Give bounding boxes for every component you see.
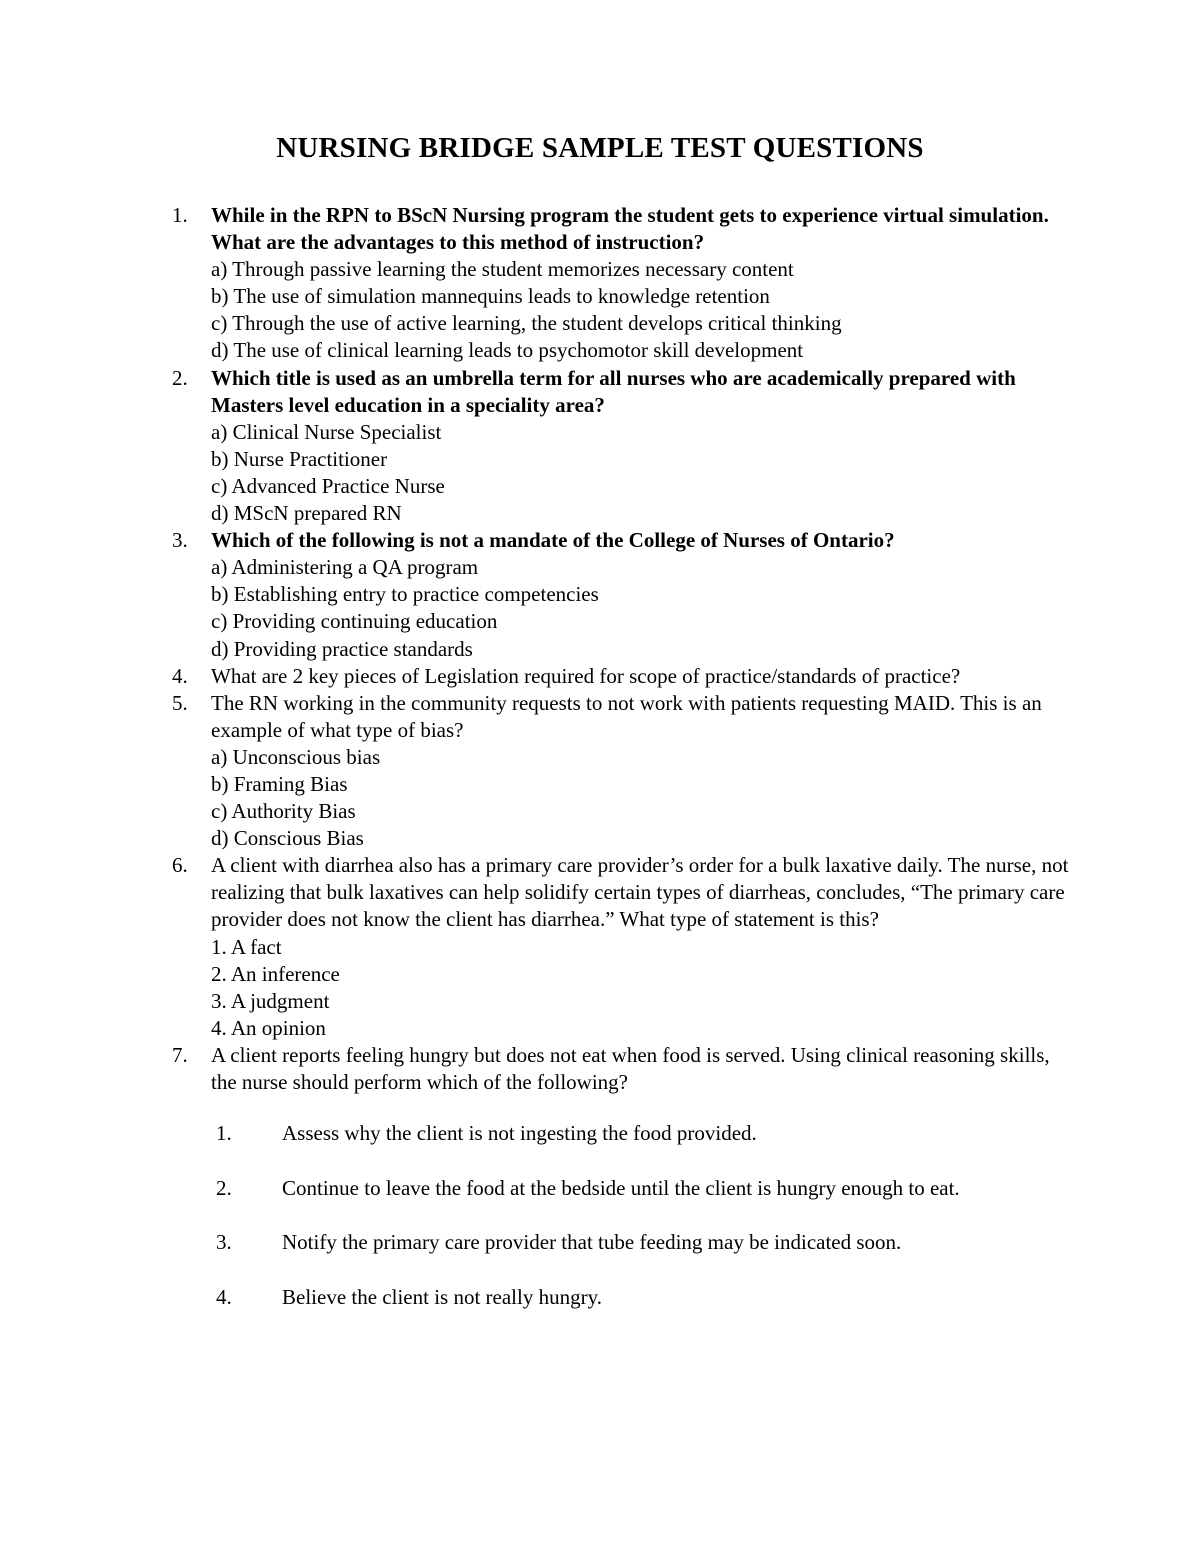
answer-option: c) Through the use of active learning, the student develops critical thinking — [211, 311, 842, 336]
answer-option: d) MScN prepared RN — [211, 501, 402, 526]
answer-option: d) Providing practice standards — [211, 636, 473, 661]
question-item — [0, 527, 1071, 662]
question-text: While in the RPN to BScN Nursing program the student gets to experience virtual simulation. What are the advantages to this method of instruction? — [211, 203, 1049, 255]
question-number: 3. — [172, 528, 188, 553]
answer-option: d) The use of clinical learning leads to psychomotor skill development — [211, 338, 804, 363]
sub-option — [211, 1229, 1071, 1284]
answer-option: c) Providing continuing education — [211, 609, 498, 634]
question-text: A client reports feeling hungry but does not eat when food is served. Using clinical reasoning skills, the nurse should perform which of the following? — [211, 1042, 1050, 1094]
answer-option: a) Unconscious bias — [211, 744, 381, 769]
answer-option: a) Clinical Nurse Specialist — [211, 419, 442, 444]
question-item — [0, 365, 1071, 528]
document-title: NURSING BRIDGE SAMPLE TEST QUESTIONS — [276, 132, 924, 164]
sub-option-text: Assess why the client is not ingesting the food provided. — [282, 1121, 757, 1146]
sub-option-number: 2. — [216, 1175, 232, 1200]
question-number: 6. — [172, 853, 188, 878]
question-number: 1. — [172, 203, 188, 227]
sub-option-number: 1. — [216, 1121, 232, 1146]
question-text: What are 2 key pieces of Legislation required for scope of practice/standards of practice? — [211, 663, 961, 688]
answer-option: 2. An inference — [211, 961, 340, 986]
answer-option: c) Authority Bias — [211, 799, 356, 824]
answer-option: b) Framing Bias — [211, 771, 348, 796]
question-number: 4. — [172, 663, 188, 688]
sub-option-text: Continue to leave the food at the bedside until the client is hungry enough to eat. — [282, 1175, 960, 1200]
answer-option: 1. A fact — [211, 934, 282, 959]
sub-option-number: 3. — [216, 1230, 232, 1255]
answer-option: c) Advanced Practice Nurse — [211, 473, 445, 498]
question-number: 5. — [172, 690, 188, 715]
sub-option — [211, 1120, 1071, 1175]
sub-option-text: Notify the primary care provider that tube feeding may be indicated soon. — [282, 1230, 902, 1255]
sub-option-text: Believe the client is not really hungry. — [282, 1284, 602, 1309]
question-item — [0, 690, 1071, 853]
question-item — [0, 202, 1071, 365]
question-text: The RN working in the community requests to not work with patients requesting MAID. This is an example of what type of bias? — [211, 690, 1042, 742]
question-list — [0, 202, 1200, 1338]
answer-option: b) Establishing entry to practice competencies — [211, 582, 599, 607]
answer-option: b) The use of simulation mannequins leads to knowledge retention — [211, 284, 770, 309]
question-item — [0, 663, 1071, 690]
answer-option: a) Administering a QA program — [211, 555, 479, 580]
question-item — [0, 1042, 1071, 1338]
answer-option: 4. An opinion — [211, 1015, 326, 1040]
answer-option: a) Through passive learning the student memorizes necessary content — [211, 257, 794, 282]
question-text: A client with diarrhea also has a primary care provider’s order for a bulk laxative daily. The nurse, not realizing that bulk laxatives can help solidify certain types of diarrheas, concludes, “The primary care provider does not know the client has diarrhea.” What type of statement is this? — [211, 853, 1069, 932]
sub-option-number: 4. — [216, 1284, 232, 1309]
sub-option-list — [211, 1120, 1071, 1338]
question-number: 7. — [172, 1042, 188, 1067]
answer-option: 3. A judgment — [211, 988, 330, 1013]
answer-option: b) Nurse Practitioner — [211, 446, 388, 471]
question-item — [0, 852, 1071, 1042]
sub-option — [211, 1284, 1071, 1339]
question-text: Which title is used as an umbrella term for all nurses who are academically prepared with Masters level education in a speciality area? — [211, 365, 1016, 417]
question-number: 2. — [172, 365, 188, 390]
question-text: Which of the following is not a mandate of the College of Nurses of Ontario? — [211, 528, 895, 553]
answer-option: d) Conscious Bias — [211, 826, 364, 851]
sub-option — [211, 1175, 1071, 1230]
